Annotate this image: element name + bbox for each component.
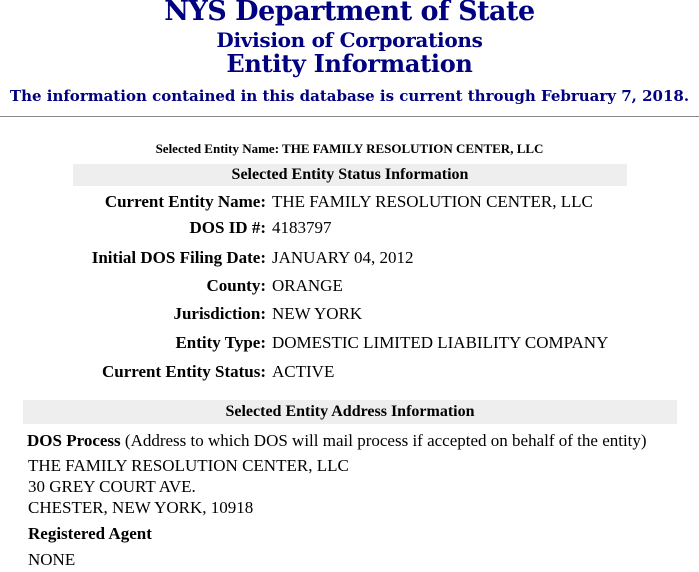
header-divider (0, 116, 699, 117)
field-dos-id (0, 216, 699, 240)
field-value: NEW YORK (272, 304, 363, 323)
field-current-entity-name (0, 190, 699, 214)
field-value: THE FAMILY RESOLUTION CENTER, LLC (272, 192, 593, 211)
page-title: Entity Information (226, 49, 473, 78)
field-initial-filing-date (0, 246, 699, 270)
dos-process-address-line: 30 GREY COURT AVE. (28, 477, 196, 496)
field-label: County: (206, 276, 266, 295)
field-county (0, 274, 699, 298)
field-label: Entity Type: (175, 333, 266, 352)
database-currency-notice: The information contained in this database is current through February 7, 2018. (9, 87, 690, 105)
selected-entity-name-label: Selected Entity Name: (155, 141, 280, 156)
field-label: Initial DOS Filing Date: (91, 248, 266, 267)
status-section-header: Selected Entity Status Information (73, 164, 627, 186)
field-value: ORANGE (272, 276, 343, 295)
field-label: DOS ID #: (189, 218, 266, 237)
address-section-header: Selected Entity Address Information (23, 400, 677, 424)
field-value: ACTIVE (272, 362, 335, 381)
field-label: Jurisdiction: (173, 304, 266, 323)
field-label: Current Entity Name: (104, 192, 266, 211)
dos-process-heading (27, 431, 647, 451)
registered-agent-label: Registered Agent (28, 524, 152, 543)
field-value: DOMESTIC LIMITED LIABILITY COMPANY (272, 333, 609, 352)
department-title: NYS Department of State (164, 0, 535, 27)
field-label: Current Entity Status: (101, 362, 266, 381)
dos-process-address-line: THE FAMILY RESOLUTION CENTER, LLC (28, 456, 349, 475)
dos-process-note: (Address to which DOS will mail process if accepted on behalf of the entity) (124, 431, 647, 450)
division-title: Division of Corporations (216, 28, 483, 52)
selected-entity-name (0, 140, 699, 157)
field-jurisdiction (0, 302, 699, 326)
dos-process-address-line: CHESTER, NEW YORK, 10918 (28, 498, 254, 517)
field-entity-status (0, 360, 699, 384)
dos-process-label: DOS Process (27, 431, 121, 450)
field-value: 4183797 (272, 218, 332, 237)
field-value: JANUARY 04, 2012 (272, 248, 414, 267)
selected-entity-name-value: THE FAMILY RESOLUTION CENTER, LLC (282, 141, 544, 156)
registered-agent-value: NONE (28, 550, 76, 569)
field-entity-type (0, 331, 699, 355)
